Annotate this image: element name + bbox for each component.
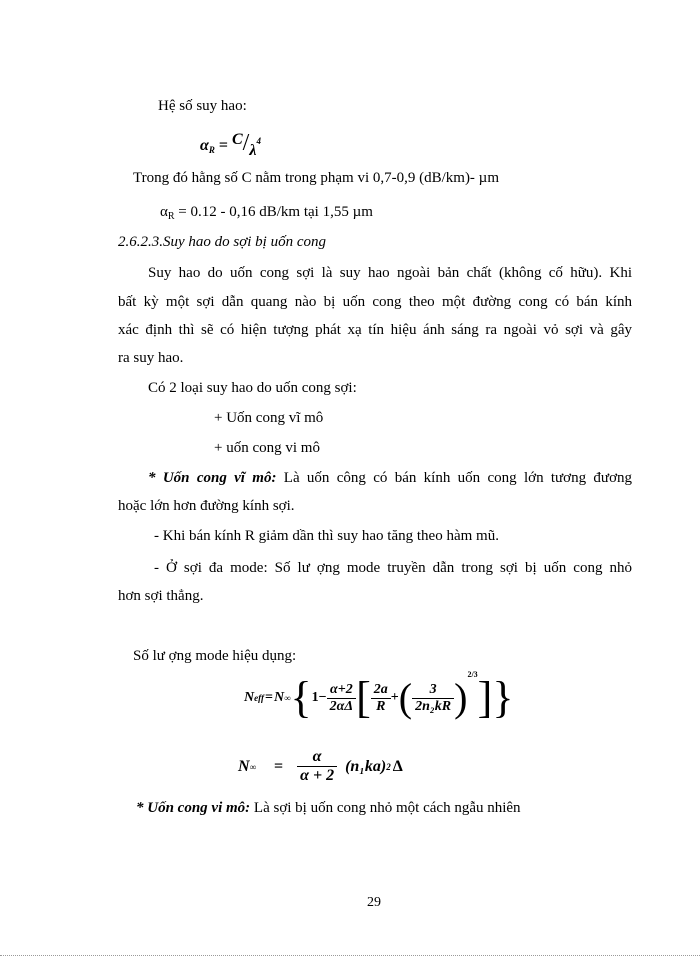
fraction-alpha bbox=[327, 682, 357, 715]
paragraph-line-4: ra suy hao. bbox=[118, 350, 184, 366]
constant-c: C bbox=[232, 131, 243, 148]
constant-range-text: Trong đó hằng số C nằm trong phạm vi 0,7-0,9 (dB/km)- µm bbox=[133, 170, 499, 186]
paragraph-line-1: Suy hao do uốn cong sợi là suy hao ngoài bản chất (không cố hữu). Khi bbox=[148, 265, 632, 281]
fraction-2a-r bbox=[371, 682, 391, 715]
micro-bend-text: Là sợi bị uốn cong nhỏ một cách ngẫu nhiên bbox=[253, 800, 521, 816]
fraction-alpha-ratio-denominator: α + 2 bbox=[300, 767, 335, 784]
attenuation-coefficient-label: Hệ số suy hao: bbox=[158, 98, 247, 114]
alpha-value-text: = 0.12 - 0,16 dB/km tại 1,55 µm bbox=[178, 204, 373, 220]
fraction-alpha-numerator: α+2 bbox=[327, 682, 357, 699]
fraction-2a-numerator: 2a bbox=[371, 682, 391, 699]
macro-bend-term: * Uốn cong vĩ mô: bbox=[148, 470, 277, 486]
fraction-3-numerator: 3 bbox=[412, 682, 454, 699]
power-two-thirds: 2/3 bbox=[467, 670, 478, 679]
eff-subscript: eff bbox=[254, 693, 264, 703]
alpha-value-line bbox=[160, 204, 373, 222]
bullet-multimode-line-1: - Ở sợi đa mode: Số lư ợng mode truyền dẫn trong sợi bị uốn cong nhỏ bbox=[154, 560, 632, 576]
one-minus: 1− bbox=[311, 690, 327, 705]
equals-sign: = bbox=[218, 137, 228, 154]
infinity-subscript-2: ∞ bbox=[249, 761, 256, 772]
alpha-symbol-inline: α bbox=[160, 204, 168, 220]
left-bracket: [ bbox=[356, 673, 371, 722]
infinity-subscript: ∞ bbox=[284, 693, 291, 703]
effective-mode-label: Số lư ợng mode hiệu dụng: bbox=[133, 648, 297, 664]
macro-bend-definition bbox=[148, 470, 632, 487]
lambda-power: 4 bbox=[256, 136, 261, 146]
bend-types-intro: Có 2 loại suy hao do uốn cong sợi: bbox=[148, 380, 357, 396]
right-brace: } bbox=[492, 673, 514, 722]
alpha-inline-subscript: R bbox=[167, 211, 175, 222]
macro-bend-text: Là uốn công có bán kính uốn cong lớn tương đương bbox=[283, 470, 632, 486]
right-paren: ) bbox=[454, 675, 468, 720]
formula-alpha-r bbox=[200, 130, 261, 157]
fraction-slash: / bbox=[242, 130, 250, 156]
bullet-multimode-line-2: hơn sợi thẳng. bbox=[118, 588, 204, 604]
fraction-alpha-denominator: 2αΔ bbox=[329, 698, 354, 714]
paragraph-line-2: bất kỳ một sợi dẫn quang nào bị uốn cong theo một đường cong có bán kính bbox=[118, 294, 632, 310]
alpha-subscript: R bbox=[208, 145, 215, 155]
bullet-radius-decrease: - Khi bán kính R giảm dần thì suy hao tăng theo hàm mũ. bbox=[154, 528, 499, 544]
micro-bend-definition bbox=[136, 800, 521, 817]
square-power: 2 bbox=[386, 761, 391, 772]
equals-sign-2: = bbox=[264, 690, 273, 705]
formula-n-infinity bbox=[238, 748, 403, 785]
n1-ka-term: (n₁ka) bbox=[345, 757, 387, 775]
fraction-alpha-ratio-numerator: α bbox=[297, 748, 337, 767]
delta-symbol: Δ bbox=[392, 757, 403, 775]
fraction-3-denominator: 2n₂kR bbox=[415, 698, 452, 714]
paragraph-line-3: xác định thì sẽ có hiện tượng phát xạ tín hiệu ánh sáng ra ngoài vỏ sợi và gây bbox=[118, 322, 632, 338]
lambda-symbol: λ bbox=[249, 142, 257, 159]
section-heading: 2.6.2.3.Suy hao do sợi bị uốn cong bbox=[118, 234, 326, 250]
plus-sign: + bbox=[390, 690, 399, 705]
bend-type-micro: + uốn cong vi mô bbox=[214, 440, 320, 456]
alpha-symbol: α bbox=[200, 137, 209, 154]
macro-bend-definition-cont: hoặc lớn hơn đường kính sợi. bbox=[118, 498, 295, 514]
fraction-alpha-ratio bbox=[297, 748, 337, 785]
micro-bend-term: * Uốn cong vi mô: bbox=[136, 800, 251, 816]
formula-n-eff bbox=[244, 668, 513, 728]
fraction-r-denominator: R bbox=[376, 698, 386, 714]
left-brace: { bbox=[290, 673, 312, 722]
n-symbol: N bbox=[244, 690, 255, 705]
right-bracket: ] bbox=[477, 673, 493, 722]
page-number: 29 bbox=[367, 895, 381, 910]
equals-sign-3: = bbox=[273, 757, 284, 775]
n-symbol-3: N bbox=[238, 757, 250, 775]
left-paren: ( bbox=[398, 675, 413, 720]
page-bottom-divider bbox=[0, 955, 700, 956]
fraction-3 bbox=[412, 682, 454, 715]
bend-type-macro: + Uốn cong vĩ mô bbox=[214, 410, 324, 426]
n-symbol-2: N bbox=[273, 690, 285, 705]
